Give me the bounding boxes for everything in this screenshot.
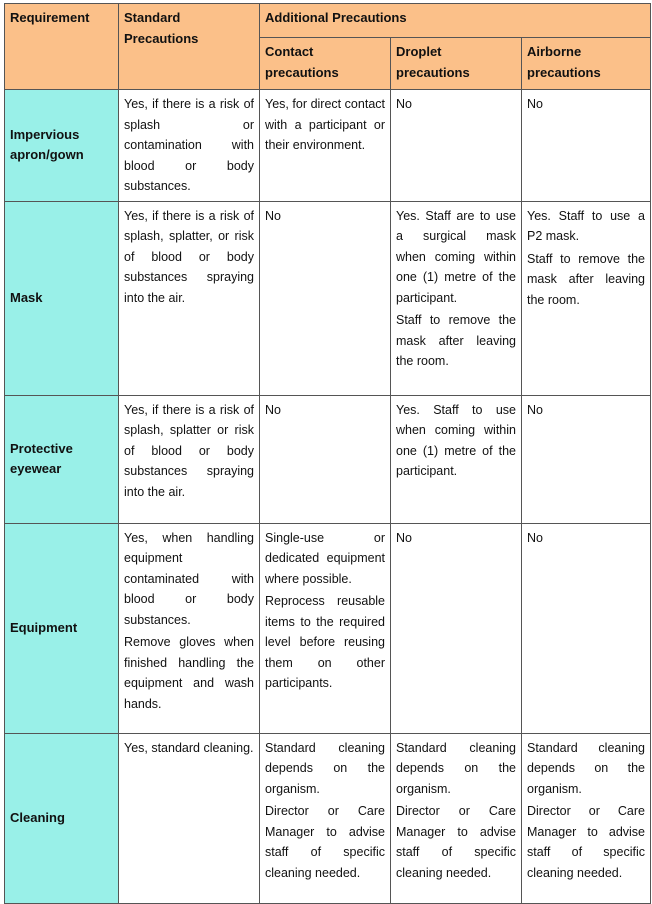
contact-paragraph: Director or Care Manager to advise staff of specific cleaning needed.	[265, 804, 385, 880]
precautions-table	[4, 3, 651, 904]
header-requirement: Requirement	[5, 4, 119, 90]
standard-cell	[119, 395, 260, 523]
standard-cell	[119, 201, 260, 395]
header-airborne-precautions: Airborne precautions	[522, 38, 651, 90]
header-droplet-precautions: Droplet precautions	[391, 38, 522, 90]
table-row	[5, 90, 651, 202]
airborne-cell	[522, 523, 651, 733]
contact-cell	[260, 90, 391, 202]
droplet-paragraph: Director or Care Manager to advise staff of specific cleaning needed.	[396, 804, 516, 880]
airborne-paragraph: No	[527, 530, 543, 545]
standard-paragraph: Yes, if there is a risk of splash, splatter or risk of blood or body substances spraying into the air.	[124, 402, 254, 499]
droplet-cell	[391, 395, 522, 523]
droplet-paragraph: Yes. Staff are to use a surgical mask when coming within one (1) metre of the participant.	[396, 208, 516, 305]
table-row	[5, 523, 651, 733]
table-row	[5, 733, 651, 903]
droplet-cell	[391, 201, 522, 395]
requirement-cell: Protective eyewear	[5, 395, 119, 523]
contact-paragraph: Single-use or dedicated equipment where possible.	[265, 530, 385, 586]
contact-paragraph: No	[265, 208, 281, 223]
airborne-paragraph: No	[527, 97, 543, 111]
header-standard-precautions: Standard Precautions	[119, 4, 260, 90]
standard-cell	[119, 523, 260, 733]
contact-cell	[260, 201, 391, 395]
header-additional-precautions: Additional Precautions	[260, 4, 651, 38]
droplet-paragraph: No	[396, 530, 412, 545]
airborne-paragraph: Standard cleaning depends on the organism.	[527, 740, 645, 796]
airborne-cell	[522, 201, 651, 395]
droplet-paragraph: Standard cleaning depends on the organism.	[396, 740, 516, 796]
contact-paragraph: No	[265, 402, 281, 417]
standard-paragraph: Yes, standard cleaning.	[124, 740, 254, 755]
airborne-paragraph: Staff to remove the mask after leaving the room.	[527, 251, 645, 307]
table-row	[5, 201, 651, 395]
droplet-paragraph: Staff to remove the mask after leaving the room.	[396, 313, 516, 368]
requirement-cell: Cleaning	[5, 733, 119, 903]
contact-cell	[260, 733, 391, 903]
contact-cell	[260, 395, 391, 523]
droplet-paragraph: No	[396, 97, 412, 111]
requirement-cell: Equipment	[5, 523, 119, 733]
droplet-cell	[391, 90, 522, 202]
airborne-cell	[522, 733, 651, 903]
airborne-cell	[522, 90, 651, 202]
droplet-cell	[391, 523, 522, 733]
airborne-paragraph: No	[527, 402, 543, 417]
airborne-paragraph: Director or Care Manager to advise staff of specific cleaning needed.	[527, 804, 645, 880]
standard-cell	[119, 90, 260, 202]
standard-paragraph: Remove gloves when finished handling the equipment and wash hands.	[124, 635, 254, 711]
standard-cell	[119, 733, 260, 903]
contact-paragraph: Standard cleaning depends on the organism.	[265, 740, 385, 796]
droplet-cell	[391, 733, 522, 903]
standard-paragraph: Yes, when handling equipment contaminated with blood or body substances.	[124, 530, 254, 627]
airborne-paragraph: Yes. Staff to use a P2 mask.	[527, 208, 645, 243]
contact-paragraph: Reprocess reusable items to the required level before reusing them on other participants.	[265, 594, 385, 690]
standard-paragraph: Yes, if there is a risk of splash or contamination with blood or body substances.	[124, 97, 254, 193]
table-row	[5, 395, 651, 523]
contact-cell	[260, 523, 391, 733]
requirement-cell: Impervious apron/gown	[5, 90, 119, 202]
droplet-paragraph: Yes. Staff to use when coming within one (1) metre of the participant.	[396, 402, 516, 478]
header-contact-precautions: Contact precautions	[260, 38, 391, 90]
contact-paragraph: Yes, for direct contact with a participant or their environment.	[265, 97, 385, 152]
standard-paragraph: Yes, if there is a risk of splash, splatter, or risk of blood or body substances spraying into the air.	[124, 208, 254, 305]
requirement-cell: Mask	[5, 201, 119, 395]
airborne-cell	[522, 395, 651, 523]
